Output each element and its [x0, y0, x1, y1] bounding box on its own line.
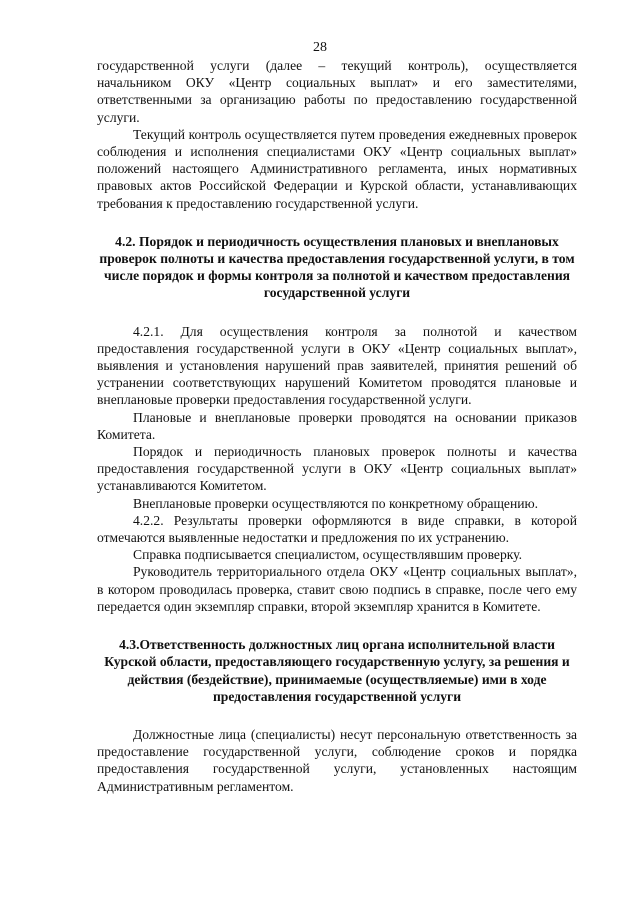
section-heading-4-2: 4.2. Порядок и периодичность осуществления плановых и внеплановых проверок полноты и качества предоставления государственной услуги, в том числе порядок и формы контроля за полнотой и качеством предоставления государственной услуги [99, 233, 575, 301]
page-number: 28 [313, 40, 327, 55]
section-heading-4-3: 4.3.Ответственность должностных лиц органа исполнительной власти Курской области, предоставляющего государственную услугу, за решения и действия (бездействие), принимаемые (осуществляемые) ими в ходе предоставления государственной услуги [104, 637, 570, 704]
paragraph-4-2-1: 4.2.1. Для осуществления контроля за полнотой и качеством предоставления государственной услуги в ОКУ «Центр социальных выплат», выявления и установления нарушений прав заявителей, принятия решений об устранении соответствующих нарушений Комитетом проводятся плановые и внеплановые проверки предоставления государственной услуги. [97, 323, 577, 408]
paragraph-current-control-method: Текущий контроль осуществляется путем проведения ежедневных проверок соблюдения и исполнения специалистами ОКУ «Центр социальных выплат» положений настоящего Административного регламента, иных нормативных правовых актов Российской Федерации и Курской области, устанавливающих требования к предоставлению государственной услуги. [97, 126, 577, 211]
paragraph-inspection-basis: Плановые и внеплановые проверки проводятся на основании приказов Комитета. [97, 409, 577, 442]
paragraph-report-copies: Руководитель территориального отдела ОКУ «Центр социальных выплат», в котором проводилась проверка, ставит свою подпись в справке, после чего ему передается один экземпляр справки, второй экземпляр хранится в Комитете. [97, 564, 577, 614]
paragraph-inspection-order: Порядок и периодичность плановых проверок полноты и качества предоставления государственной услуги в ОКУ «Центр социальных выплат» устанавливаются Комитетом. [97, 444, 577, 494]
paragraph-official-responsibility: Должностные лица (специалисты) несут персональную ответственность за предоставление государственной услуги, соблюдение сроков и порядка предоставления государственной услуги, установленных настоящим Административным регламентом. [97, 726, 577, 794]
paragraph-unscheduled-inspections: Внеплановые проверки осуществляются по конкретному обращению. [133, 495, 539, 511]
paragraph-current-control-responsible: государственной услуги (далее – текущий контроль), осуществляется начальником ОКУ «Центр социальных выплат» и его заместителями, ответственными за организацию работы по предоставлению государственной услуги. [97, 58, 577, 125]
paragraph-report-signature: Справка подписывается специалистом, осуществлявшим проверку. [133, 547, 522, 563]
document-body [97, 57, 577, 795]
paragraph-4-2-2: 4.2.2. Результаты проверки оформляются в виде справки, в которой отмечаются выявленные недостатки и предложения по их устранению. [97, 512, 577, 546]
